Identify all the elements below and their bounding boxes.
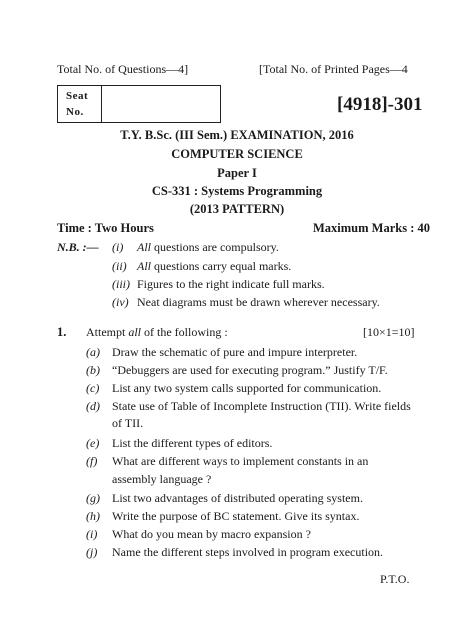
question-marks: [10×1=10]	[363, 325, 415, 339]
note-item	[112, 295, 380, 310]
intro-text: Attempt	[86, 325, 129, 339]
note-text: questions are compulsory.	[151, 240, 279, 254]
sub-question-letter: (i)	[86, 527, 98, 541]
paper-code: [4918]-301	[337, 94, 423, 115]
note-text: questions carry equal marks.	[151, 259, 292, 273]
sub-question-text: State use of Table of Incomplete Instruction (TII). Write fields	[112, 399, 411, 413]
sub-question-text-continued: assembly language ?	[112, 472, 212, 486]
please-turn-over: P.T.O.	[380, 572, 410, 586]
sub-question-letter: (e)	[86, 436, 100, 450]
exam-paper: Paper I	[217, 166, 257, 180]
note-number: (i)	[112, 240, 124, 254]
note-text: Figures to the right indicate full marks.	[137, 277, 325, 291]
question-number: 1.	[57, 325, 67, 339]
sub-question-text: List the different types of editors.	[112, 436, 273, 450]
sub-question-letter: (c)	[86, 381, 100, 395]
max-marks: Maximum Marks : 40	[313, 221, 430, 235]
seat-label-line2: No.	[66, 106, 84, 118]
note-number: (iv)	[112, 295, 129, 309]
total-printed-pages: [Total No. of Printed Pages—4	[259, 62, 408, 76]
intro-emphasis: all	[128, 325, 141, 339]
note-emphasis: All	[137, 259, 151, 273]
exam-subject: COMPUTER SCIENCE	[171, 147, 303, 161]
exam-title: T.Y. B.Sc. (III Sem.) EXAMINATION, 2016	[120, 128, 354, 142]
sub-question-text: “Debuggers are used for executing program.” Justify T/F.	[112, 363, 388, 377]
sub-question-text-continued: of TII.	[112, 416, 144, 430]
sub-question-letter: (f)	[86, 454, 98, 468]
sub-question-letter: (b)	[86, 363, 100, 377]
note-emphasis: All	[137, 240, 151, 254]
total-questions: Total No. of Questions—4]	[57, 62, 189, 76]
seat-label-line1: Seat	[66, 90, 89, 102]
sub-question-text: List two advantages of distributed operating system.	[112, 491, 363, 505]
sub-question-letter: (j)	[86, 545, 98, 559]
sub-question-letter: (g)	[86, 491, 100, 505]
note-item	[112, 259, 291, 274]
sub-question-letter: (a)	[86, 345, 100, 359]
sub-question-text: Write the purpose of BC statement. Give its syntax.	[112, 509, 360, 523]
note-item	[112, 277, 325, 292]
intro-text: of the following :	[141, 325, 228, 339]
seat-label	[58, 86, 102, 122]
sub-question-letter: (d)	[86, 399, 100, 413]
sub-question-text: What are different ways to implement constants in an	[112, 454, 369, 468]
sub-question-text: What do you mean by macro expansion ?	[112, 527, 311, 541]
notes-label: N.B. :—	[57, 240, 99, 254]
question-intro	[86, 325, 228, 340]
exam-course: CS-331 : Systems Programming	[151, 184, 323, 198]
exam-pattern: (2013 PATTERN)	[189, 202, 285, 216]
sub-question-text: List any two system calls supported for communication.	[112, 381, 382, 395]
note-number: (ii)	[112, 259, 127, 273]
note-item	[112, 240, 279, 255]
seat-number-box	[57, 85, 221, 123]
sub-question-text: Draw the schematic of pure and impure interpreter.	[112, 345, 358, 359]
sub-question-text: Name the different steps involved in program execution.	[112, 545, 384, 559]
note-number: (iii)	[112, 277, 130, 291]
sub-question-letter: (h)	[86, 509, 100, 523]
exam-time: Time : Two Hours	[57, 221, 154, 235]
note-text: Neat diagrams must be drawn wherever necessary.	[137, 295, 380, 309]
